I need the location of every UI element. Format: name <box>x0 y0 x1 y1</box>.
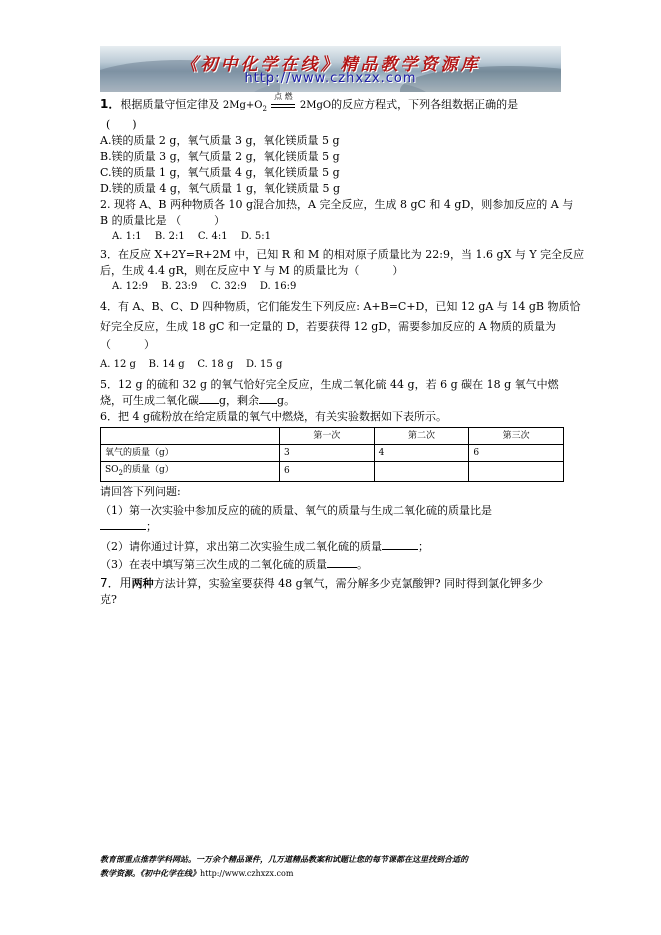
table-header-row <box>101 428 564 445</box>
option: D. 15 g <box>246 359 283 370</box>
question-5-cont: 烧，可生成二氧化碳 g，剩余 g。 <box>100 394 296 407</box>
site-banner <box>100 46 561 92</box>
question-4-paren: （ ） <box>100 338 155 351</box>
row-label: $SO_2$的质量（g） <box>101 462 280 482</box>
question-3-cont: 后，生成 4.4 gR，则在反应中 Y 与 M 的质量比为（ ） <box>100 264 404 277</box>
option: C. 18 g <box>197 359 234 370</box>
question-3: 3．在反应 X+2Y=R+2M 中，已知 R 和 M 的相对原子质量比为 22:9，当 1.6 gX 与 Y 完全反应 <box>100 248 585 261</box>
answer-paren: ( ) <box>106 118 137 131</box>
option: B.镁的质量 3 g，氧气质量 2 g，氧化镁质量 5 g <box>100 150 340 163</box>
question-6-prompt: 请回答下列问题: <box>100 484 181 498</box>
emphasis-text: 两种 <box>131 576 154 590</box>
page-footer <box>100 852 570 881</box>
question-7: 7．用两种方法计算，实验室要获得 48 g氧气，需分解多少克氯酸钾? 同时得到氯化钾多少 <box>100 575 544 590</box>
table-cell: 6 <box>469 445 564 462</box>
option: D. 5:1 <box>240 231 271 242</box>
question-6: 6．把 4 g硫粉放在给定质量的氧气中燃烧，有关实验数据如下表所示。 <box>100 410 448 423</box>
option: A.镁的质量 2 g，氧气质量 3 g，氧化镁质量 5 g <box>100 134 340 147</box>
table-header: 第二次 <box>374 428 469 445</box>
equation-arrow <box>270 92 296 114</box>
question-text: 根据质量守恒定律及 <box>120 98 220 111</box>
sub-question-2: （2）请你通过计算，求出第二次实验生成二氧化硫的质量 ； <box>100 539 429 553</box>
table-header <box>101 428 280 445</box>
table-cell: 4 <box>374 445 469 462</box>
answer-blank[interactable] <box>382 549 418 550</box>
answer-blank[interactable] <box>327 567 357 568</box>
table-row <box>101 445 564 462</box>
table-row <box>101 462 564 482</box>
answer-blank[interactable] <box>259 403 277 404</box>
banner-url: http://www.czhxzx.com <box>244 71 417 86</box>
footer-text: 教学资源。《初中化学在线》http://www.czhxzx.com <box>100 868 294 878</box>
question-2: 2. 现将 A、B 两种物质各 10 g混合加热，A 完全反应，生成 8 gC 和 4 gD，则参加反应的 A 与 <box>100 198 574 211</box>
footer-text: 教育部重点推荐学科网站。一万余个精品课件，几万道精品教案和试题让您的每节课都在这里找到合适的 <box>100 854 468 864</box>
option: D. 16:9 <box>259 281 297 292</box>
worksheet-content <box>100 92 585 608</box>
sub-question-3: （3）在表中填写第三次生成的二氧化硫的质量 。 <box>100 557 368 571</box>
option: D.镁的质量 4 g，氧气质量 1 g，氧化镁质量 5 g <box>100 182 341 195</box>
options-row <box>100 279 570 295</box>
options-row <box>100 357 570 373</box>
equation-left: $2Mg+O_2$ <box>222 100 267 113</box>
option: B. 23:9 <box>161 281 198 292</box>
question-2-cont: B 的质量比是 （ ） <box>100 214 226 227</box>
table-cell[interactable] <box>469 462 564 482</box>
question-5: 5．12 g 的硫和 32 g 的氧气恰好完全反应，生成二氧化硫 44 g，若 6 g 碳在 18 g 氧气中燃 <box>100 378 559 391</box>
sub-question-1: （1）第一次实验中参加反应的硫的质量、氧气的质量与生成二氧化硫的质量比是 <box>100 503 492 517</box>
equation-right: 2MgO <box>299 100 332 111</box>
question-7-cont: 克? <box>100 592 117 606</box>
question-1 <box>100 92 570 117</box>
data-table <box>100 427 564 482</box>
table-header: 第三次 <box>469 428 564 445</box>
question-number: 1． <box>100 97 121 111</box>
option: C. 4:1 <box>197 231 228 242</box>
equation-condition: 点 燃 <box>274 92 293 101</box>
table-cell[interactable] <box>374 462 469 482</box>
question-text: 的反应方程式，下列各组数据正确的是 <box>331 98 519 111</box>
table-cell: 3 <box>280 445 375 462</box>
answer-blank[interactable] <box>100 529 146 530</box>
option: A. 12 g <box>100 359 136 370</box>
options-row <box>100 229 570 245</box>
row-label: 氧气的质量（g） <box>101 445 280 462</box>
option: C. 32:9 <box>210 281 247 292</box>
option: B. 14 g <box>148 359 185 370</box>
sub-question-1-answer: ； <box>100 519 570 535</box>
answer-blank[interactable] <box>199 403 219 404</box>
option: C.镁的质量 1 g，氧气质量 4 g，氧化镁质量 5 g <box>100 166 340 179</box>
table-header: 第一次 <box>280 428 375 445</box>
question-4: 4．有 A、B、C、D 四种物质，它们能发生下列反应: A+B=C+D，已知 12 gA 与 14 gB 物质恰 <box>100 300 581 313</box>
option: B. 2:1 <box>154 231 185 242</box>
table-cell: 6 <box>280 462 375 482</box>
banner-title: 《初中化学在线》精品教学资源库 <box>180 55 481 75</box>
option: A. 1:1 <box>112 231 142 242</box>
option: A. 12:9 <box>112 281 149 292</box>
question-4-cont: 好完全反应，生成 18 gC 和一定量的 D，若要获得 12 gD，需要参加反应的 A 物质的质量为 <box>100 320 557 333</box>
footer-link[interactable]: http://www.czhxzx.com <box>200 869 294 878</box>
